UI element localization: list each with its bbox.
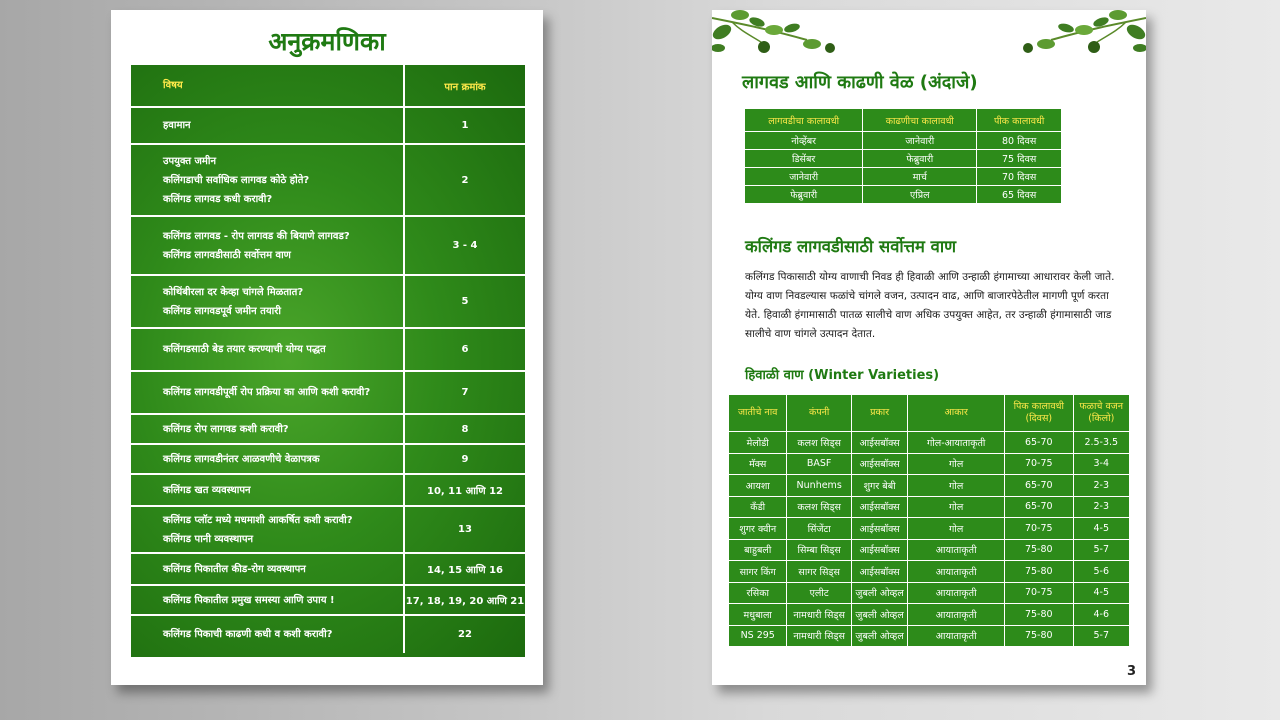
winter-varieties-table <box>728 394 1130 647</box>
index-page-cell: पान क्रमांक <box>444 81 486 93</box>
table-cell: आईसबॉक्स <box>851 453 907 475</box>
index-topic-cell <box>131 616 405 653</box>
index-page-cell: 22 <box>458 629 472 640</box>
table-cell: गोल <box>908 496 1005 518</box>
index-topic-cell <box>131 145 405 215</box>
table-cell: 80 दिवस <box>977 132 1062 150</box>
index-page-cell: 17, 18, 19, 20 आणि 21 <box>405 596 525 607</box>
index-row <box>131 475 525 507</box>
column-header: फळाचे वजन (किलो) <box>1073 395 1129 432</box>
index-row <box>131 372 525 415</box>
table-cell: 75-80 <box>1005 561 1074 583</box>
table-cell: 75-80 <box>1005 625 1074 647</box>
table-cell: 5-7 <box>1073 539 1129 561</box>
harvest-row <box>745 150 1062 168</box>
index-topic-line: कलिंगड पिकातील प्रमुख समस्या आणि उपाय ! <box>163 594 335 606</box>
table-cell: एलीट <box>787 582 851 604</box>
table-cell: फेब्रुवारी <box>745 186 863 204</box>
varieties-heading: कलिंगड लागवडीसाठी सर्वोत्तम वाण <box>745 237 957 256</box>
table-cell: 4-5 <box>1073 518 1129 540</box>
table-cell: मेलोडी <box>729 432 787 454</box>
index-row <box>131 217 525 276</box>
index-row <box>131 554 525 586</box>
index-topic-cell <box>131 415 405 443</box>
index-topic-cell <box>131 372 405 413</box>
variety-row <box>729 539 1130 561</box>
table-cell: गोल <box>908 453 1005 475</box>
table-cell: आईसबॉक्स <box>851 539 907 561</box>
index-page-cell: 1 <box>461 120 469 131</box>
table-cell: 2-3 <box>1073 475 1129 497</box>
table-cell: 5-6 <box>1073 561 1129 583</box>
index-page-cell: 13 <box>458 524 472 535</box>
index-topic-cell <box>131 65 405 106</box>
table-cell: आयाताकृती <box>908 604 1005 626</box>
table-cell: Nunhems <box>787 475 851 497</box>
table-cell: कलश सिड्स <box>787 496 851 518</box>
table-cell: 4-6 <box>1073 604 1129 626</box>
index-topic-line: हवामान <box>163 120 191 131</box>
table-cell: BASF <box>787 453 851 475</box>
watermelon-vine-icon <box>712 10 842 55</box>
index-topic-line: कलिंगड लागवडीसाठी सर्वोत्तम वाण <box>163 249 291 261</box>
variety-row <box>729 561 1130 583</box>
table-cell: मधुबाला <box>729 604 787 626</box>
harvest-row <box>745 132 1062 150</box>
index-topic-line: कलिंगडसाठी बेड तयार करण्याची योग्य पद्धत <box>163 344 326 355</box>
table-cell: शुगर बेबी <box>851 475 907 497</box>
variety-row <box>729 582 1130 604</box>
table-cell: गोल <box>908 475 1005 497</box>
index-topic-line: कलिंगड लागवडपूर्व जमीन तयारी <box>163 305 281 317</box>
table-cell: 2.5-3.5 <box>1073 432 1129 454</box>
index-topic-line: कलिंगड पिकाची काढणी कधी व कशी करावी? <box>163 629 333 640</box>
variety-row <box>729 475 1130 497</box>
table-cell: जुबली ओव्हल <box>851 582 907 604</box>
page-number: 3 <box>1126 664 1136 679</box>
table-cell: 2-3 <box>1073 496 1129 518</box>
table-cell: जानेवारी <box>863 132 977 150</box>
harvest-table <box>744 108 1062 204</box>
index-topic-line: कलिंगड रोप लागवड कशी करावी? <box>163 423 289 435</box>
variety-row <box>729 625 1130 647</box>
harvest-row <box>745 186 1062 204</box>
harvest-row <box>745 168 1062 186</box>
index-title: अनुक्रमणिका <box>268 27 386 56</box>
column-header: आकार <box>908 395 1005 432</box>
variety-row <box>729 604 1130 626</box>
table-cell: जुबली ओव्हल <box>851 604 907 626</box>
table-cell: 70-75 <box>1005 582 1074 604</box>
table-cell: आईसबॉक्स <box>851 518 907 540</box>
table-cell: आईसबॉक्स <box>851 561 907 583</box>
index-topic-cell <box>131 507 405 552</box>
variety-row <box>729 518 1130 540</box>
index-page-cell: 6 <box>461 344 469 355</box>
table-cell: 70-75 <box>1005 453 1074 475</box>
index-topic-line: कलिंगड पानी व्यवस्थापन <box>163 533 254 545</box>
table-cell: 65-70 <box>1005 496 1074 518</box>
table-cell: जुबली ओव्हल <box>851 625 907 647</box>
column-header: प्रकार <box>851 395 907 432</box>
table-cell: सागर सिड्स <box>787 561 851 583</box>
table-cell: NS 295 <box>729 625 787 647</box>
table-cell: आयाताकृती <box>908 625 1005 647</box>
table-cell: शुगर क्वीन <box>729 518 787 540</box>
index-header-topic: विषय <box>163 80 183 91</box>
table-cell: नामधारी सिड्स <box>787 604 851 626</box>
table-cell: कलश सिड्स <box>787 432 851 454</box>
index-page-cell: 3 - 4 <box>452 240 478 251</box>
index-row <box>131 276 525 329</box>
index-page-cell: 9 <box>461 453 469 465</box>
table-cell: 65 दिवस <box>977 186 1062 204</box>
index-page <box>111 10 543 685</box>
index-topic-cell <box>131 108 405 143</box>
table-cell: गोल <box>908 518 1005 540</box>
table-cell: 70-75 <box>1005 518 1074 540</box>
table-cell: 75-80 <box>1005 539 1074 561</box>
table-cell: मॅक्स <box>729 453 787 475</box>
table-cell: बाहुबली <box>729 539 787 561</box>
table-cell: नोव्हेंबर <box>745 132 863 150</box>
table-cell: सिम्बा सिड्स <box>787 539 851 561</box>
table-cell: सिंजेंटा <box>787 518 851 540</box>
table-cell: सागर किंग <box>729 561 787 583</box>
content-page <box>712 10 1146 685</box>
table-cell: गोल-आयाताकृती <box>908 432 1005 454</box>
index-topic-cell <box>131 276 405 327</box>
index-topic-line: कलिंगडाची सर्वाधिक लागवड कोठे होते? <box>163 174 310 186</box>
watermelon-vine-icon <box>1016 10 1146 55</box>
index-topic-line: कलिंगड लागवडीपूर्वी रोप प्रक्रिया का आणि कशी करावी? <box>163 387 371 398</box>
table-cell: जानेवारी <box>745 168 863 186</box>
table-cell: आईसबॉक्स <box>851 496 907 518</box>
varieties-paragraph: कलिंगड पिकासाठी योग्य वाणाची निवड ही हिवाळी आणि उन्हाळी हंगामाच्या आधारावर केली जाते. योग्य वाण निवडल्यास फळांचे चांगले वजन, उत्पादन वाढ, आणि बाजारपेठेतील मागणी पूर्ण करता येते. हिवाळी हंगामासाठी पातळ सालीचे वाण अधिक उपयुक्त आहेत, तर उन्हाळी हंगामासाठी जाड सालीचे वाण चांगले उत्पादन देतात. <box>745 271 1115 340</box>
table-cell: 75 दिवस <box>977 150 1062 168</box>
index-topic-line: कलिंगड लागवडीनंतर आळवणीचे वेळापत्रक <box>163 453 320 465</box>
winter-varieties-heading: हिवाळी वाण (Winter Varieties) <box>745 368 940 383</box>
index-topic-line: कलिंगड प्लॉट मध्ये मधमाशी आकर्षित कशी करावी? <box>163 514 353 526</box>
column-header: पीक कालावधी <box>977 109 1062 132</box>
variety-row <box>729 432 1130 454</box>
table-cell: एप्रिल <box>863 186 977 204</box>
table-cell: आयाताकृती <box>908 539 1005 561</box>
table-cell: आयाताकृती <box>908 582 1005 604</box>
index-topic-cell <box>131 217 405 274</box>
table-cell: 5-7 <box>1073 625 1129 647</box>
index-topic-line: कलिंगड पिकातील कीड-रोग व्यवस्थापन <box>163 563 306 575</box>
index-topic-cell <box>131 554 405 584</box>
index-topic-line: कलिंगड लागवड कधी करावी? <box>163 193 273 205</box>
index-topic-cell <box>131 586 405 614</box>
table-cell: 75-80 <box>1005 604 1074 626</box>
table-cell: आईसबॉक्स <box>851 432 907 454</box>
harvest-heading: लागवड आणि काढणी वेळ (अंदाजे) <box>742 72 978 93</box>
index-page-cell: 5 <box>461 296 469 307</box>
column-header: जातीचे नाव <box>729 395 787 432</box>
index-topic-line: कोथिंबीरला दर केव्हा चांगले मिळतात? <box>163 286 304 298</box>
table-cell: रसिका <box>729 582 787 604</box>
index-topic-line: उपयुक्त जमीन <box>163 155 217 167</box>
table-cell: कॅंडी <box>729 496 787 518</box>
index-row <box>131 586 525 616</box>
column-header: कंपनी <box>787 395 851 432</box>
index-topic-cell <box>131 329 405 370</box>
index-table <box>131 65 525 657</box>
variety-row <box>729 453 1130 475</box>
index-row <box>131 145 525 217</box>
index-page-cell: 14, 15 आणि 16 <box>426 565 504 576</box>
table-cell: नामधारी सिड्स <box>787 625 851 647</box>
index-topic-line: कलिंगड लागवड - रोप लागवड की बियाणे लागवड? <box>163 230 350 242</box>
index-page-cell: 8 <box>461 423 469 435</box>
index-topic-cell <box>131 475 405 505</box>
table-cell: फेब्रुवारी <box>863 150 977 168</box>
table-cell: 65-70 <box>1005 475 1074 497</box>
index-page-cell: 10, 11 आणि 12 <box>426 486 504 497</box>
index-topic-line: कलिंगड खत व्यवस्थापन <box>163 484 251 496</box>
table-cell: आयाताकृती <box>908 561 1005 583</box>
index-page-cell: 7 <box>461 387 469 398</box>
index-row <box>131 445 525 475</box>
index-row <box>131 329 525 372</box>
index-topic-cell <box>131 445 405 473</box>
index-row <box>131 108 525 145</box>
index-row <box>131 616 525 653</box>
index-header-row <box>131 65 525 108</box>
variety-row <box>729 496 1130 518</box>
table-cell: डिसेंबर <box>745 150 863 168</box>
table-cell: आयशा <box>729 475 787 497</box>
column-header: पिक कालावधी (दिवस) <box>1005 395 1074 432</box>
table-cell: 4-5 <box>1073 582 1129 604</box>
table-cell: 65-70 <box>1005 432 1074 454</box>
index-row <box>131 507 525 554</box>
table-cell: 70 दिवस <box>977 168 1062 186</box>
table-cell: 3-4 <box>1073 453 1129 475</box>
index-row <box>131 415 525 445</box>
column-header: लागवडीचा कालावधी <box>745 109 863 132</box>
table-cell: मार्च <box>863 168 977 186</box>
column-header: काढणीचा कालावधी <box>863 109 977 132</box>
index-page-cell: 2 <box>461 174 469 186</box>
